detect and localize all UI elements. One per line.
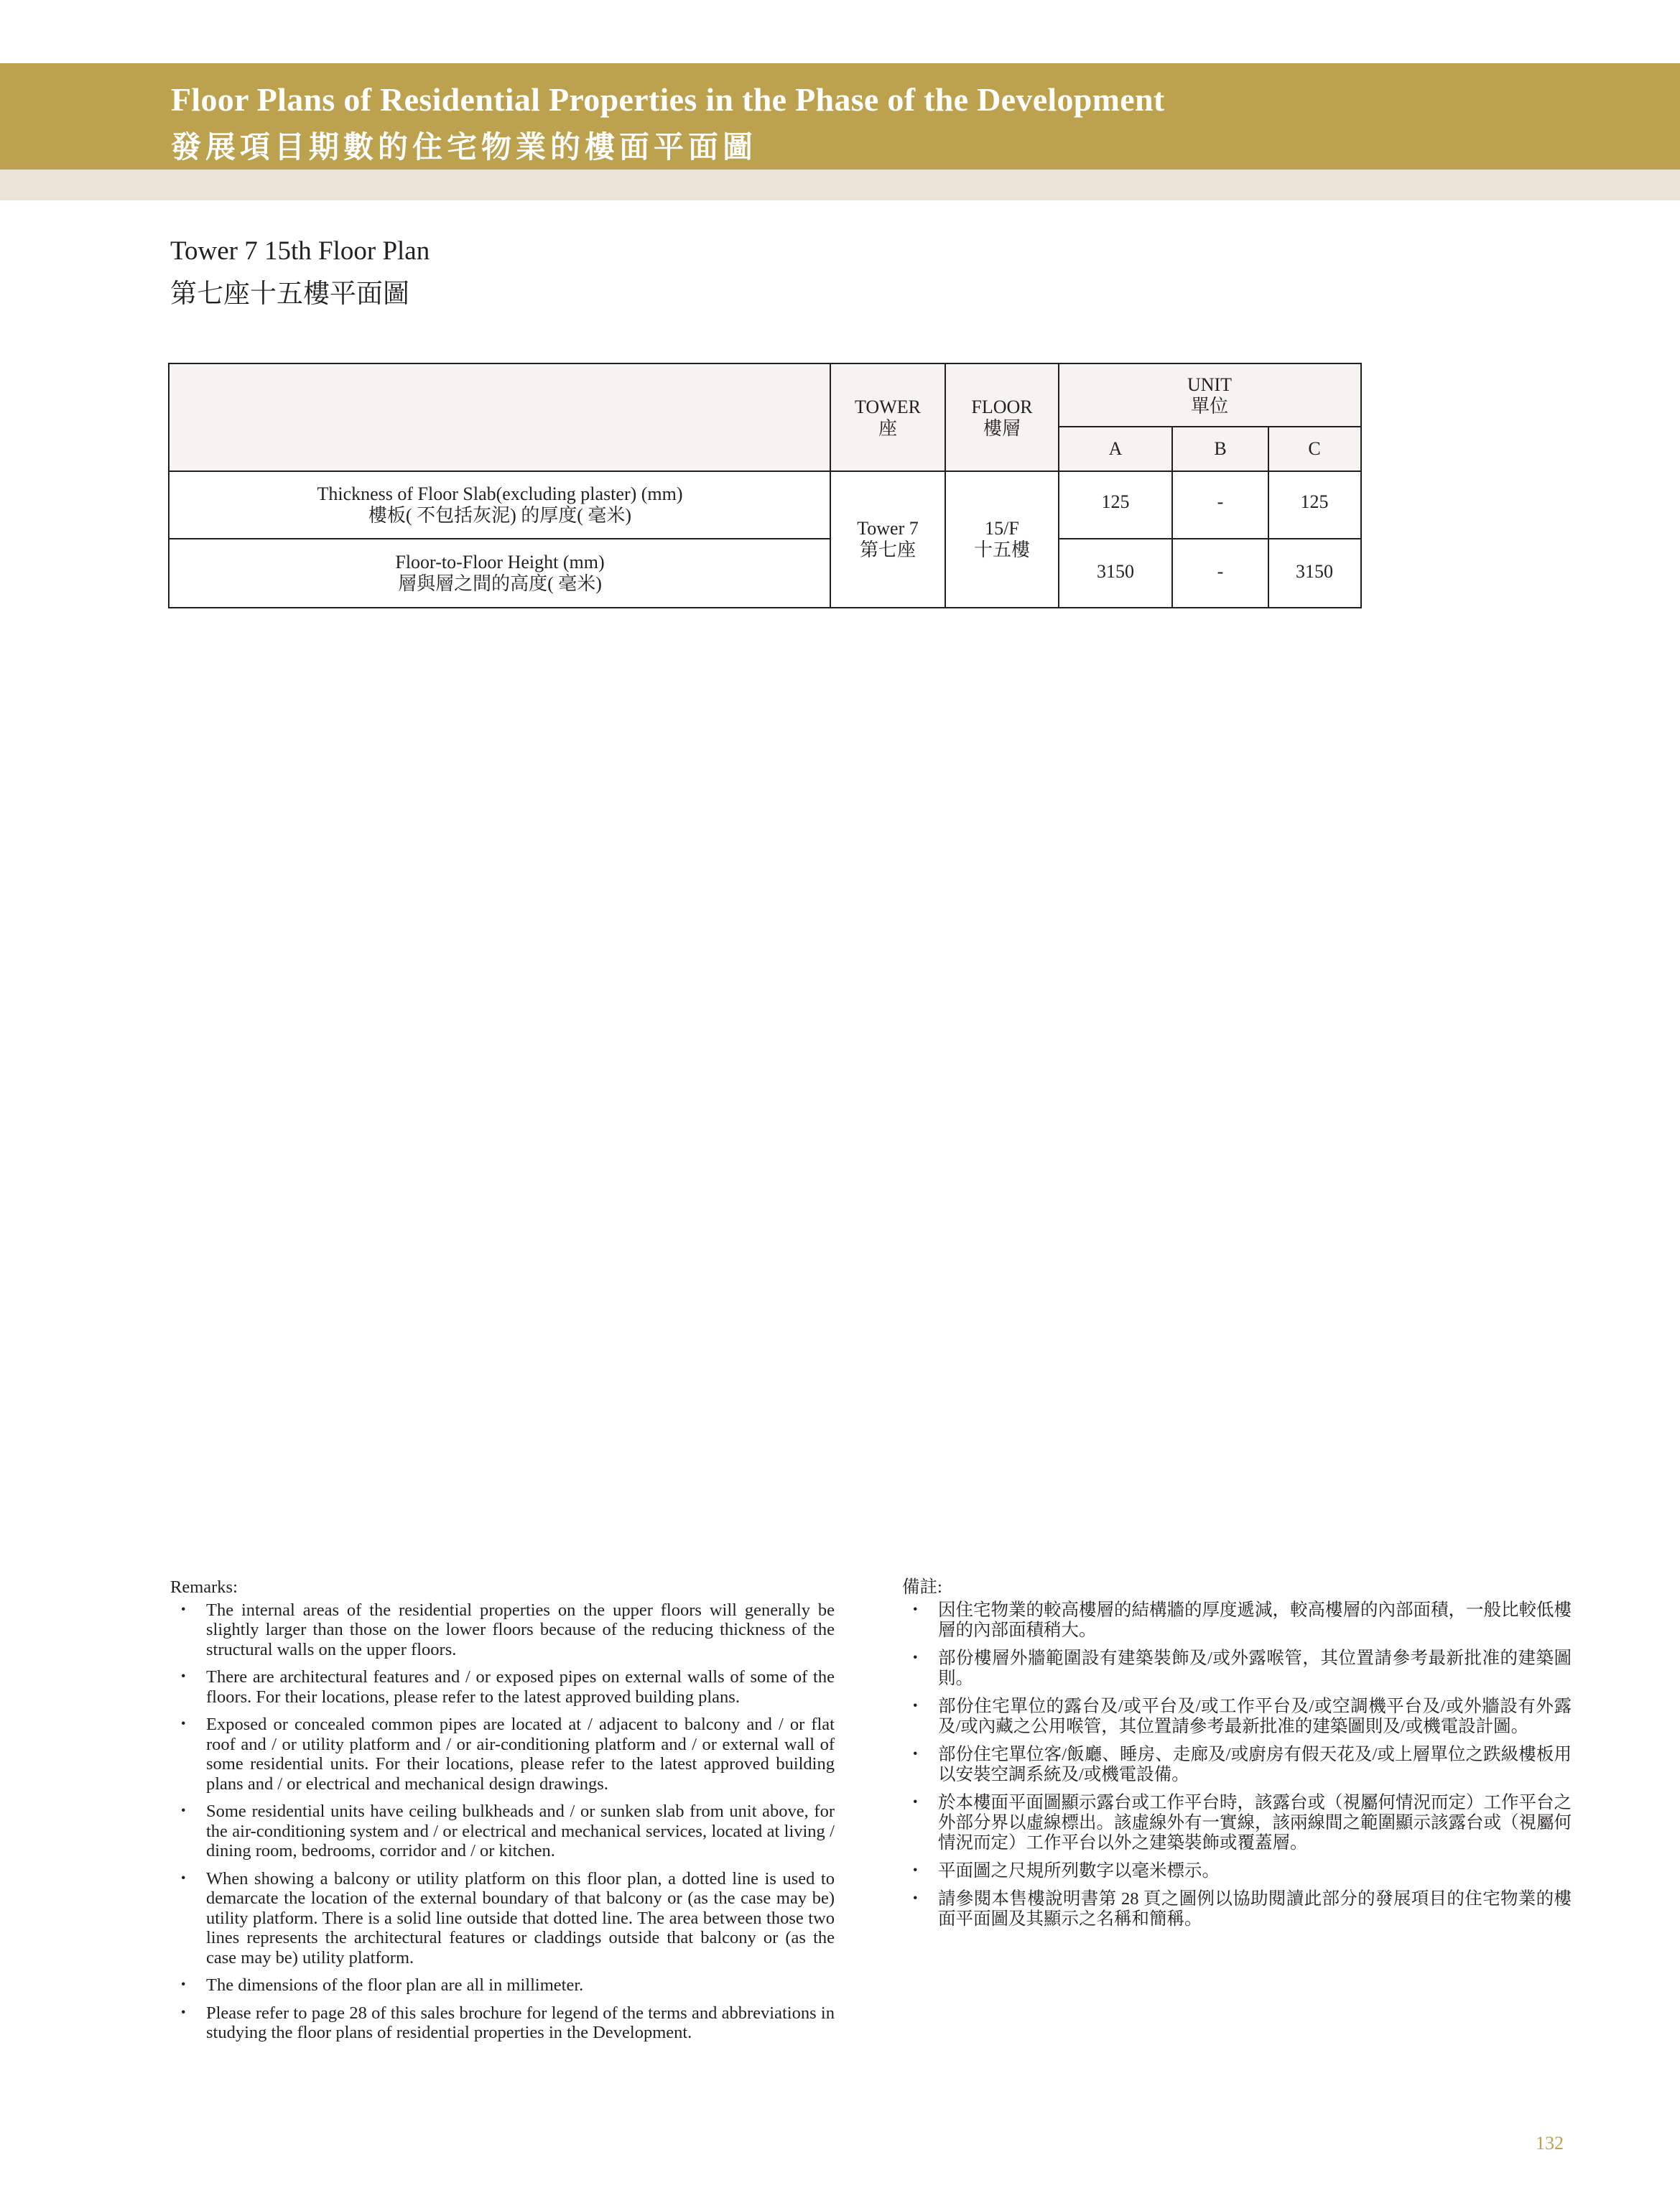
remark-item: ・ Exposed or concealed common pipes are located at / adjacent to balcony and / or flat roof and / or utility platform and / or air-conditioning platform and / or external wall of some residential units. For their locations, please refer to the latest approved building plans and / or electrical and mechanical design drawings. bbox=[175, 1715, 835, 1794]
table-header-blank bbox=[170, 364, 830, 471]
remark-item: ・ 因住宅物業的較高樓層的結構牆的厚度遞減，較高樓層的內部面積，一般比較低樓層的內部面積稍大。 bbox=[906, 1600, 1572, 1640]
row-slab-label: Thickness of Floor Slab(excluding plaster) (mm) 樓板( 不包括灰泥) 的厚度( 毫米) bbox=[317, 483, 683, 526]
remark-item: ・ 請參閱本售樓說明書第 28 頁之圖例以協助閱讀此部分的發展項目的住宅物業的樓面平面圖及其顯示之名稱和簡稱。 bbox=[906, 1889, 1572, 1929]
remark-item: ・ Some residential units have ceiling bulkheads and / or sunken slab from unit above, for the air-conditioning system and / or electrical and mechanical services, located at living / dining room, bedrooms, corridor and / or kitchen. bbox=[175, 1802, 835, 1860]
unit-header-en: UNIT bbox=[1187, 374, 1233, 395]
remark-item: ・ The dimensions of the floor plan are all in millimeter. bbox=[175, 1975, 584, 1995]
remark-item: ・ 平面圖之尺規所列數字以毫米標示。 bbox=[906, 1861, 1220, 1881]
tower-header-en: TOWER bbox=[855, 396, 921, 417]
table-rule bbox=[1058, 538, 1360, 539]
slab-value-a: 125 bbox=[1101, 491, 1130, 512]
remark-item: ・ 部份住宅單位客/飯廳、睡房、走廊及/或廚房有假天花及/或上層單位之跌級樓板用以安裝空調系統及/或機電設備。 bbox=[906, 1745, 1572, 1784]
page-title-en: Floor Plans of Residential Properties in the Phase of the Development bbox=[171, 81, 1165, 118]
floor-spec-table bbox=[168, 363, 1362, 608]
tower-header-zh: 座 bbox=[878, 417, 897, 439]
remarks-zh bbox=[902, 1577, 1572, 1937]
plan-title-zh: 第七座十五樓平面圖 bbox=[170, 279, 409, 309]
remark-item: ・ Please refer to page 28 of this sales brochure for legend of the terms and abbreviations in studying the floor plans of residential properties in the Development. bbox=[175, 2003, 835, 2042]
height-value-c: 3150 bbox=[1296, 561, 1333, 582]
height-value-a: 3150 bbox=[1097, 561, 1134, 582]
remark-item: ・ There are architectural features and / or exposed pipes on external walls of some of the floors. For their locations, please refer to the latest approved building plans. bbox=[175, 1667, 835, 1707]
page-number: 132 bbox=[1536, 2133, 1564, 2154]
remarks-heading-en: Remarks: bbox=[170, 1577, 238, 1597]
unit-header-cell bbox=[1059, 364, 1360, 427]
remark-item: ・ 於本樓面平面圖顯示露台或工作平台時，該露台或（視屬何情況而定）工作平台之外部分界以虛線標出。該虛線外有一實線，該兩線間之範圍顯示該露台或（視屬何情況而定）工作平台以外之建築裝飾或覆蓋層。 bbox=[906, 1793, 1572, 1853]
table-rule bbox=[1268, 427, 1269, 607]
unit-col-c: C bbox=[1268, 427, 1360, 471]
slab-value-c: 125 bbox=[1300, 491, 1329, 512]
remark-item: ・ When showing a balcony or utility platform on this floor plan, a dotted line is used to demarcate the location of the external boundary of that balcony or (as the case may be) utility platform. There is a solid line outside that dotted line. The area between those two lines represents the architectural features or claddings outside that balcony or (as the case may be) utility platform. bbox=[175, 1868, 835, 1968]
table-rule bbox=[170, 471, 1360, 472]
header-sub-band bbox=[0, 170, 1680, 200]
floor-header-cell bbox=[945, 364, 1059, 471]
remarks-heading-zh: 備註: bbox=[902, 1577, 942, 1597]
table-rule bbox=[1058, 426, 1360, 427]
height-value-b: - bbox=[1217, 561, 1224, 582]
remark-item: ・ 部份住宅單位的露台及/或平台及/或工作平台及/或空調機平台及/或外牆設有外露及/或內藏之公用喉管，其位置請參考最新批准的建築圖則及/或機電設計圖。 bbox=[906, 1697, 1572, 1736]
unit-col-a: A bbox=[1059, 427, 1172, 471]
page-title-zh: 發展項目期數的住宅物業的樓面平面圖 bbox=[171, 131, 758, 164]
floor-header-en: FLOOR bbox=[971, 396, 1033, 417]
unit-header-zh: 單位 bbox=[1190, 395, 1228, 417]
tower-value-cell: Tower 7 第七座 bbox=[857, 517, 919, 560]
remark-item: ・ 部份樓層外牆範圍設有建築裝飾及/或外露喉管，其位置請參考最新批准的建築圖則。 bbox=[906, 1649, 1572, 1688]
table-rule bbox=[1058, 364, 1059, 607]
floor-header-zh: 樓層 bbox=[983, 417, 1021, 439]
floor-value-cell: 15/F 十五樓 bbox=[973, 517, 1030, 560]
table-rule bbox=[170, 538, 830, 539]
tower-header-cell bbox=[830, 364, 945, 471]
slab-value-b: - bbox=[1217, 491, 1224, 512]
unit-col-b: B bbox=[1172, 427, 1268, 471]
table-rule bbox=[1171, 427, 1173, 607]
row-height-label: Floor-to-Floor Height (mm) 層與層之間的高度( 毫米) bbox=[395, 551, 605, 594]
remarks-en bbox=[170, 1577, 835, 2051]
table-rule bbox=[945, 364, 946, 607]
remark-item: ・ The internal areas of the residential properties on the upper floors will generally be slightly larger than those on the lower floors because of the reducing thickness of the structural walls on the upper floors. bbox=[175, 1600, 835, 1659]
table-rule bbox=[830, 364, 831, 607]
plan-title-en: Tower 7 15th Floor Plan bbox=[170, 236, 430, 266]
